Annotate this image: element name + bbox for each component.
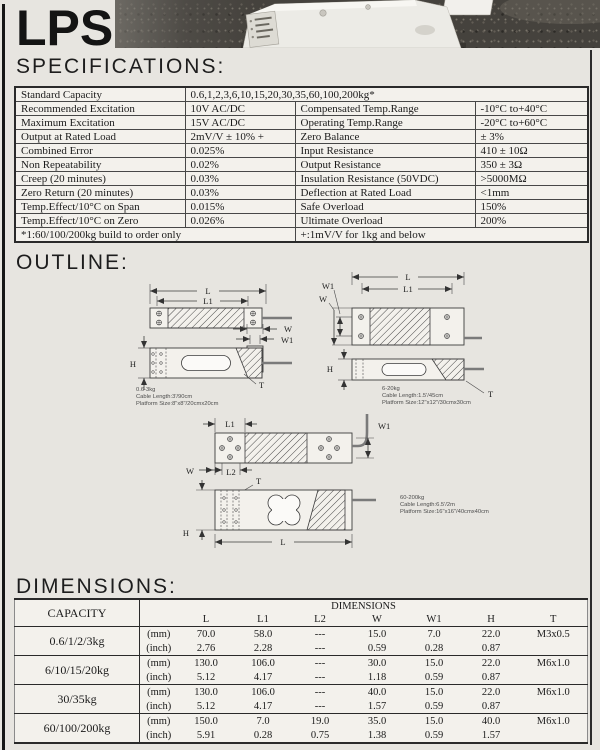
dim-cell: 2.28	[253, 642, 273, 654]
unit-cell: (mm)	[140, 656, 178, 671]
dimensions-table	[14, 598, 588, 744]
unit-cell: (mm)	[140, 685, 178, 700]
spec-value: >5000MΩ	[475, 172, 588, 186]
spec-label: Output at Rated Load	[15, 130, 185, 144]
spec-value: 350 ± 3Ω	[475, 158, 588, 172]
spec-label: Zero Balance	[295, 130, 475, 144]
drawing-caption-platform: Platform Size:16"x16"/40cmx40cm	[400, 509, 489, 515]
dim-cell: 15.0	[406, 714, 463, 729]
spec-value: 0.03%	[185, 172, 295, 186]
outline-drawing-medium	[319, 272, 494, 406]
spec-label: Output Resistance	[295, 158, 475, 172]
dim-cell: 130.0	[178, 685, 235, 700]
dim-cell	[520, 641, 588, 656]
capacity-cell: 6/10/15/20kg	[15, 656, 140, 685]
dim-cell: 4.17	[253, 671, 273, 683]
drawing-caption-range: 6-20kg	[382, 386, 400, 392]
spec-label: Operating Temp.Range	[295, 116, 475, 130]
dim-cell: 35.0	[349, 714, 406, 729]
dim-label-L: L	[280, 537, 286, 547]
spec-value: -20°C to+60°C	[475, 116, 588, 130]
drawing-caption-platform: Platform Size:8"x8"/20cmx20cm	[136, 401, 219, 407]
dim-label-L1: L1	[403, 284, 413, 294]
spec-label: Temp.Effect/10°C on Zero	[15, 214, 185, 228]
outline-drawing-large	[183, 414, 489, 548]
spec-label: Ultimate Overload	[295, 214, 475, 228]
dim-cell: 0.59	[424, 729, 444, 741]
drawing-caption-range: 0.6-3kg	[136, 387, 156, 393]
dim-cell: 2.76	[196, 642, 216, 654]
dim-cell: 0.28	[424, 642, 444, 654]
dim-label-L: L	[205, 286, 211, 296]
dim-cell: M6x1.0	[520, 685, 588, 700]
spec-value: 10V AC/DC	[185, 102, 295, 116]
spec-label: Recommended Excitation	[15, 102, 185, 116]
dim-label-W1: W1	[281, 335, 294, 345]
spec-label: Compensated Temp.Range	[295, 102, 475, 116]
dim-cell: 30.0	[349, 656, 406, 671]
dim-cell	[520, 728, 588, 743]
dim-cell: 19.0	[292, 714, 349, 729]
dim-cell: ---	[314, 700, 326, 712]
spec-label: Combined Error	[15, 144, 185, 158]
unit-header	[140, 613, 178, 627]
dim-label-L1: L1	[203, 296, 213, 306]
drawing-caption-cable: Cable Length:3'/90cm	[136, 394, 193, 400]
dim-cell: 22.0	[463, 627, 520, 642]
dim-cell: 0.59	[424, 700, 444, 712]
col-header-H: H	[463, 613, 520, 627]
dim-cell	[520, 699, 588, 714]
dim-label-T: T	[488, 389, 494, 399]
spec-value: 2mV/V ± 10% +	[185, 130, 295, 144]
load-cell-label	[246, 11, 279, 47]
spec-value: 410 ± 10Ω	[475, 144, 588, 158]
dim-cell: 1.57	[367, 700, 387, 712]
dim-cell: 150.0	[178, 714, 235, 729]
col-header-L1: L1	[235, 613, 292, 627]
specifications-heading: SPECIFICATIONS:	[16, 55, 226, 78]
table-row	[15, 685, 588, 700]
dim-label-T: T	[256, 476, 262, 486]
col-header-L: L	[178, 613, 235, 627]
outline-diagram	[0, 272, 600, 578]
dim-cell: 5.12	[196, 700, 216, 712]
dim-cell: ---	[314, 642, 326, 654]
dimensions-group-header: DIMENSIONS	[331, 601, 396, 612]
dim-label-W1: W1	[321, 281, 335, 291]
dim-cell: ---	[292, 627, 349, 642]
dim-label-H: H	[182, 528, 190, 538]
dim-cell: 58.0	[235, 627, 292, 642]
spec-footnote-right: +:1mV/V for 1kg and below	[295, 228, 588, 243]
dim-cell: 0.75	[310, 729, 330, 741]
unit-cell: (inch)	[146, 642, 172, 654]
dim-label-W: W	[318, 294, 328, 304]
dim-cell: 15.0	[406, 685, 463, 700]
unit-cell: (mm)	[140, 627, 178, 642]
dim-cell: 22.0	[463, 656, 520, 671]
drawing-caption-range: 60-200kg	[400, 495, 425, 501]
load-cell-photo-art	[115, 0, 600, 48]
dim-label-L2: L2	[226, 467, 236, 477]
dim-label-W: W	[185, 466, 195, 476]
dim-cell: 4.17	[253, 700, 273, 712]
spec-value: 15V AC/DC	[185, 116, 295, 130]
spec-label: Deflection at Rated Load	[295, 186, 475, 200]
spec-value: 0.015%	[185, 200, 295, 214]
dim-label-W1: W1	[378, 421, 391, 431]
dim-cell: 0.87	[481, 642, 501, 654]
unit-cell: (inch)	[146, 671, 172, 683]
dim-label-H: H	[129, 359, 137, 369]
spec-label: Safe Overload	[295, 200, 475, 214]
product-photo	[115, 0, 600, 48]
dim-label-T: T	[259, 380, 265, 390]
dim-label-W: W	[284, 324, 293, 334]
dim-cell: 7.0	[406, 627, 463, 642]
spec-value: 0.03%	[185, 186, 295, 200]
dim-cell: 70.0	[178, 627, 235, 642]
dim-cell: 0.59	[424, 671, 444, 683]
drawing-caption-cable: Cable Length:6.5'/2m	[400, 502, 455, 508]
dim-label-L: L	[405, 272, 411, 282]
unit-cell: (mm)	[140, 714, 178, 729]
capacity-cell: 0.6/1/2/3kg	[15, 627, 140, 656]
spec-value: 150%	[475, 200, 588, 214]
dim-label-L1: L1	[225, 419, 235, 429]
dim-cell: M6x1.0	[520, 656, 588, 671]
outline-drawing-small	[130, 284, 293, 407]
col-header-L2: L2	[292, 613, 349, 627]
spec-value: 200%	[475, 214, 588, 228]
capacity-header: CAPACITY	[15, 599, 140, 627]
dim-cell: 5.12	[196, 671, 216, 683]
spec-value: <1mm	[475, 186, 588, 200]
dim-cell	[520, 670, 588, 685]
spec-label: Non Repeatability	[15, 158, 185, 172]
spec-label: Creep (20 minutes)	[15, 172, 185, 186]
col-header-W: W	[349, 613, 406, 627]
spec-label: Maximum Excitation	[15, 116, 185, 130]
dim-cell: 1.57	[481, 729, 501, 741]
product-title: LPS	[16, 0, 114, 56]
spec-value: 0.02%	[185, 158, 295, 172]
dim-cell: 130.0	[178, 656, 235, 671]
dim-cell: 106.0	[235, 685, 292, 700]
table-row	[15, 627, 588, 642]
capacity-cell: 60/100/200kg	[15, 714, 140, 744]
unit-cell: (inch)	[146, 700, 172, 712]
col-header-W1: W1	[406, 613, 463, 627]
dim-cell: 22.0	[463, 685, 520, 700]
dim-cell: 15.0	[406, 656, 463, 671]
table-row	[15, 656, 588, 671]
spec-label: Input Resistance	[295, 144, 475, 158]
spec-label: Zero Return (20 minutes)	[15, 186, 185, 200]
dim-cell: ---	[314, 671, 326, 683]
spec-label: Standard Capacity	[15, 87, 185, 102]
dim-cell: 106.0	[235, 656, 292, 671]
spec-value: ± 3%	[475, 130, 588, 144]
dim-cell: 0.87	[481, 700, 501, 712]
spec-label: Temp.Effect/10°C on Span	[15, 200, 185, 214]
unit-cell: (inch)	[146, 729, 172, 741]
dim-cell: M3x0.5	[520, 627, 588, 642]
spec-footnote-left: *1:60/100/200kg build to order only	[15, 228, 295, 243]
dim-cell: 1.38	[367, 729, 387, 741]
dimensions-heading: DIMENSIONS:	[16, 575, 177, 598]
spec-label: Insulation Resistance (50VDC)	[295, 172, 475, 186]
dim-cell: ---	[292, 656, 349, 671]
dim-cell: 40.0	[463, 714, 520, 729]
table-row	[15, 714, 588, 729]
dim-cell: 0.59	[367, 642, 387, 654]
dim-cell: 7.0	[235, 714, 292, 729]
specifications-table	[14, 86, 589, 243]
dim-cell: 40.0	[349, 685, 406, 700]
dim-cell: 5.91	[196, 729, 216, 741]
dim-cell: M6x1.0	[520, 714, 588, 729]
drawing-caption-cable: Cable Length:1.5'/45cm	[382, 393, 444, 399]
dim-cell: 15.0	[349, 627, 406, 642]
spec-value: 0.026%	[185, 214, 295, 228]
dim-label-H: H	[326, 364, 334, 374]
capacity-cell: 30/35kg	[15, 685, 140, 714]
dim-cell: 1.18	[367, 671, 387, 683]
col-header-T: T	[520, 613, 588, 627]
drawing-caption-platform: Platform Size:12"x12"/30cmx30cm	[382, 400, 471, 406]
dim-cell: 0.28	[253, 729, 273, 741]
spec-value: 0.025%	[185, 144, 295, 158]
spec-value: 0.6,1,2,3,6,10,15,20,30,35,60,100,200kg*	[185, 87, 588, 102]
outline-heading: OUTLINE:	[16, 251, 129, 274]
spec-value: -10°C to+40°C	[475, 102, 588, 116]
dim-cell: ---	[292, 685, 349, 700]
dim-cell: 0.87	[481, 671, 501, 683]
